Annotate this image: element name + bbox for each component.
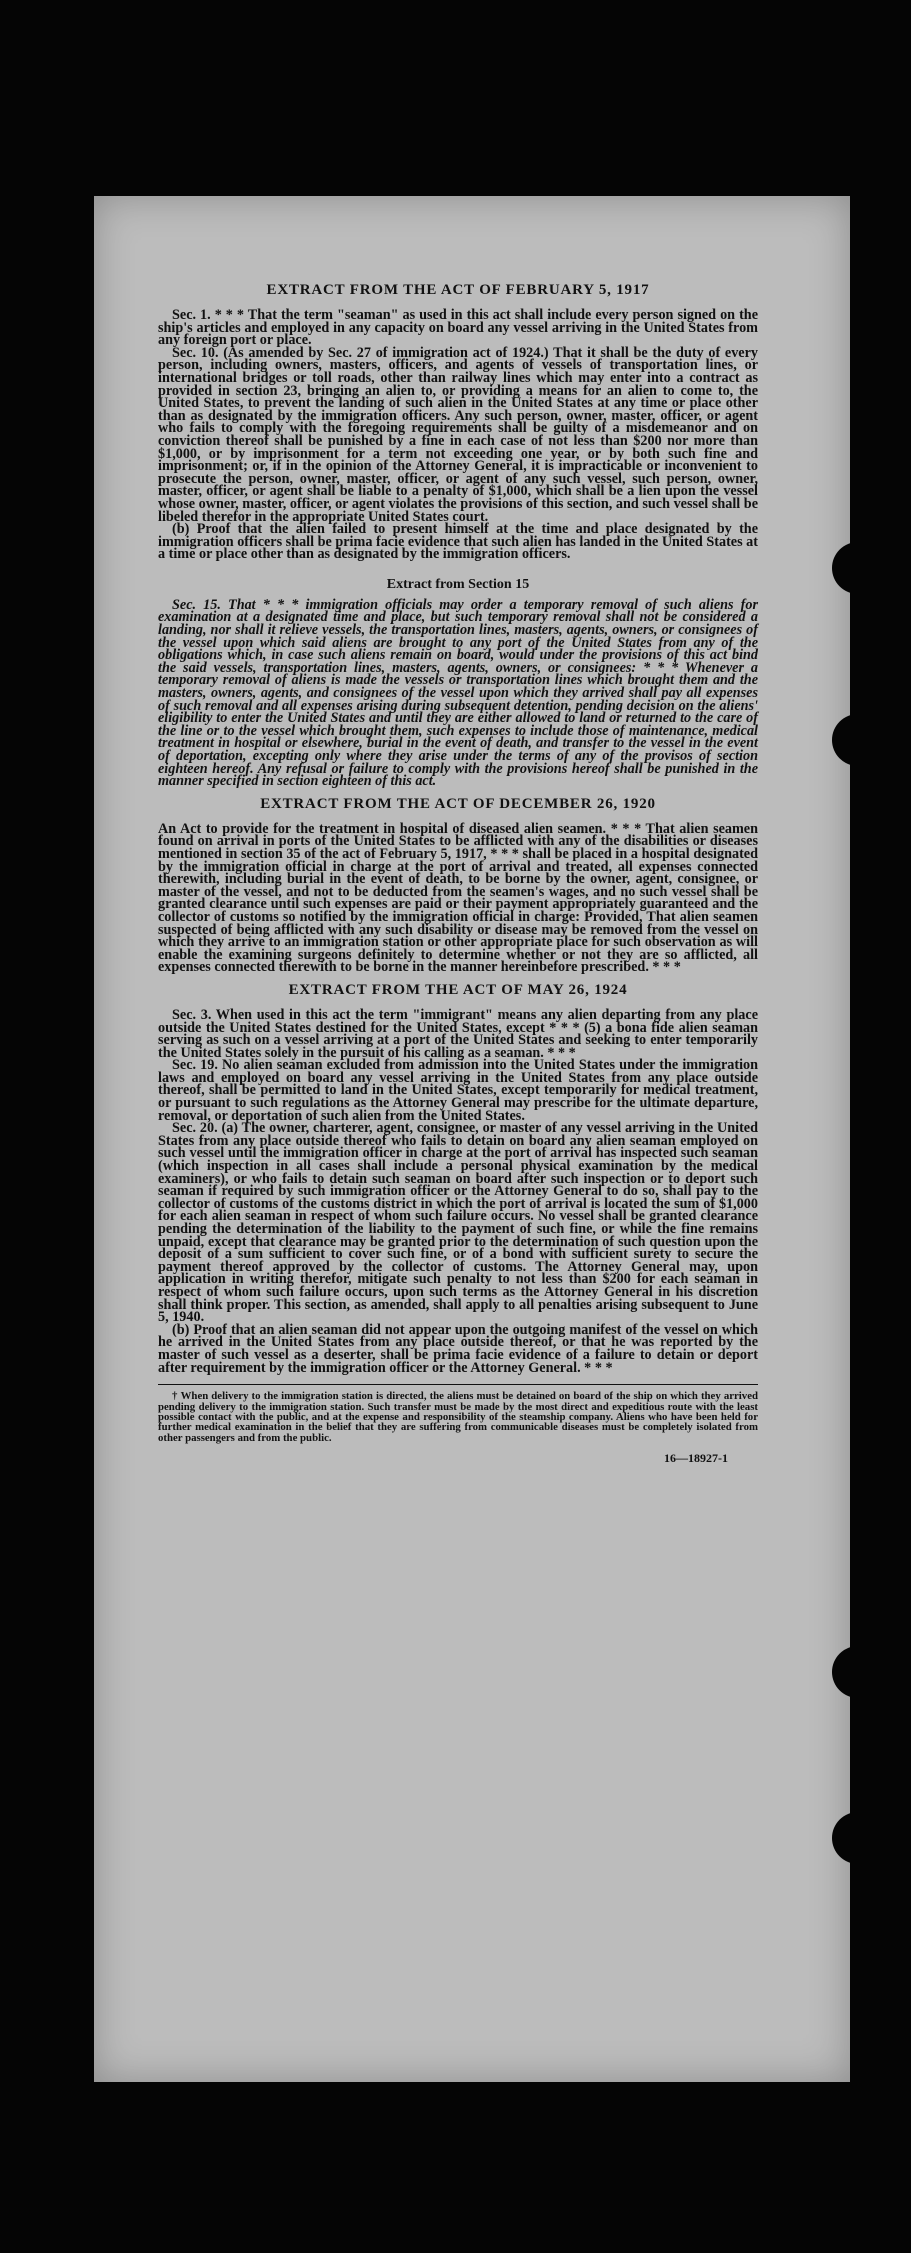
paragraph-sec-1: Sec. 1. * * * That the term "seaman" as used in this act shall include every person signed on the ship's articles and employed in any capacity on board any vessel arriving in the United States from any foreign port or place. (158, 307, 758, 349)
heading-act-1920: EXTRACT FROM THE ACT OF DECEMBER 26, 1920 (260, 795, 656, 812)
paragraph-sec-20-b: (b) Proof that an alien seaman did not appear upon the outgoing manifest of the vessel on which he arrived in the United States from any place outside thereof, or that he was reported by the master of such vessel as a deserter, shall be prima facie evidence of a failure to detain or deport after requirement by the immigration officer or the Attorney General. * * * (158, 1321, 758, 1376)
paragraph-sec-10: Sec. 10. (As amended by Sec. 27 of immigration act of 1924.) That it shall be the duty of every person, including owners, masters, officers, and agents of vessels of transportation lines, or international bridges or toll roads, other than railway lines which may enter into a contract as provided in section 23, bringing an alien to, or providing a means for an alien to come to, the United States, to prevent the landing of such alien in the United States at any time or place other than as designated by the immigration officers. Any such person, owner, master, officer, or agent who fails to comply with the foregoing requirements shall be guilty of a misdemeanor and on conviction thereof shall be punished by a fine in each case of not less than $200 nor more than $1,000, or by imprisonment for a term not exceeding one year, or by both such fine and imprisonment; or, if in the opinion of the Attorney General, it is impracticable or inconvenient to prosecute the person, owner, master, officer, or agent of any such vessel, such person, owner, master, officer, or agent shall be liable to a penalty of $1,000, which shall be a lien upon the vessel whose owner, master, officer, or agent violates the provisions of this section, and such vessel shall be libeled therefor in the appropriate United States court. (158, 344, 758, 525)
heading-act-1917: EXTRACT FROM THE ACT OF FEBRUARY 5, 1917 (266, 282, 650, 298)
punch-hole (832, 714, 850, 766)
document-content (158, 282, 758, 1466)
punch-hole (832, 1646, 850, 1698)
paragraph-sec-19: Sec. 19. No alien seaman excluded from admission into the United States under the immigration laws and employed on board any vessel arriving in the United States from any place outside thereof, shall be permitted to land in the United States, except temporarily for medical treatment, or pursuant to such regulations as the Attorney General may prescribe for the ultimate departure, removal, or deportation of such alien from the United States. (158, 1057, 758, 1124)
punch-hole (832, 542, 850, 594)
document-page (94, 196, 850, 2082)
heading-section-15: Extract from Section 15 (386, 576, 530, 592)
paragraph-sec-20-a: Sec. 20. (a) The owner, charterer, agent, consignee, or master of any vessel arriving in the United States from any place outside thereof who fails to detain on board any alien seaman employed on such vessel until the immigration officer in charge at the port of arrival has inspected such seaman (which inspection in all cases shall include a personal physical examination by the medical examiners), or who fails to detain such seaman on board after such inspection or to deport such seaman if required by such immigration officer or the Attorney General to do so, shall pay to the collector of customs of the customs district in which the port of arrival is located the sum of $1,000 for each alien seaman in respect of whom such failure occurs. No vessel shall be granted clearance pending the determination of the liability to the payment of such fine, or while the fine remains unpaid, except that clearance may be granted prior to the determination of such question upon the deposit of a sum sufficient to cover such fine, or of a bond with sufficient surety to secure the payment thereof approved by the collector of customs. The Attorney General may, upon application in writing therefor, mitigate such penalty to not less than $200 for each seaman in respect of whom such failure occurs, upon such terms as the Attorney General in his discretion shall think proper. This section, as amended, shall apply to all penalties arising subsequent to June 5, 1940. (158, 1120, 758, 1326)
paragraph-act-1920: An Act to provide for the treatment in hospital of diseased alien seamen. * * * That alien seamen found on arrival in ports of the United States to be afflicted with any of the disabilities or diseases mentioned in section 35 of the act of February 5, 1917, * * * shall be placed in a hospital designated by the immigration official in charge at the port of arrival and treated, all expenses connected therewith, including burial in the event of death, to be borne by the owner, agent, consignee, or master of the vessel, and not to be deducted from the seamen's wages, and no such vessel shall be granted clearance until such expenses are paid or their payment appropriately guaranteed and the collector of customs so notified by the immigration official in charge: Provided, That alien seamen suspected of being afflicted with any such disability or disease may be removed from the vessel on which they arrive to an immigration station or other appropriate place for such observation as will enable the examining surgeons definitely to determine whether or not they are so afflicted, all expenses connected therewith to be borne in the manner hereinbefore prescribed. * * * (158, 820, 758, 976)
paragraph-sec-10-b: (b) Proof that the alien failed to present himself at the time and place designated by the immigration officers shall be prima facie evidence that such alien has landed in the United States at a time or place other than as designated by the immigration officers. (158, 521, 758, 563)
paragraph-sec-3: Sec. 3. When used in this act the term "immigrant" means any alien departing from any place outside the United States destined for the United States, except * * * (5) a bona fide alien seaman serving as such on a vessel arriving at a port of the United States and seeking to enter temporarily the United States solely in the pursuit of his calling as a seaman. * * * (158, 1006, 758, 1061)
heading-act-1924: EXTRACT FROM THE ACT OF MAY 26, 1924 (288, 981, 628, 998)
document-number: 16—18927-1 (664, 1451, 728, 1466)
punch-hole (832, 1812, 850, 1864)
footnote: † When delivery to the immigration station is directed, the aliens must be detained on board of the ship on which they arrived pending delivery to the immigration station. Such transfer must be made by the most direct and expeditious route with the least possible contact with the public, and at the expense and responsibility of the steamship company. Aliens who have been held for further medical examination in the belief that they are suffering from communicable diseases must be completely isolated from other passengers and from the public. (158, 1390, 758, 1444)
footnote-divider (158, 1384, 758, 1385)
paragraph-sec-15: Sec. 15. That * * * immigration officials may order a temporary removal of such aliens for examination at a designated time and place, but such temporary removal shall not be considered a landing, nor shall it relieve vessels, the transportation lines, masters, agents, owners, or consignees of the vessel upon which said aliens are brought to any port of the United States from any of the obligations which, in case such aliens remain on board, would under the provisions of this act bind the said vessels, transportation lines, masters, agents, owners, or consignees: * * * Whenever a temporary removal of aliens is made the vessels or transportation lines which brought them and the masters, owners, agents, and consignees of the vessel upon which they arrived shall pay all expenses of such removal and all expenses arising during subsequent detention, pending decision on the aliens' eligibility to enter the United States and until they are either allowed to land or returned to the care of the line or to the vessel which brought them, such expenses to include those of maintenance, medical treatment in hospital or elsewhere, burial in the event of death, and transfer to the vessel in the event of deportation, excepting only where they arise under the terms of any of the provisos of section eighteen hereof. Any refusal or failure to comply with the provisions hereof shall be punished in the manner specified in section eighteen of this act. (158, 596, 758, 790)
